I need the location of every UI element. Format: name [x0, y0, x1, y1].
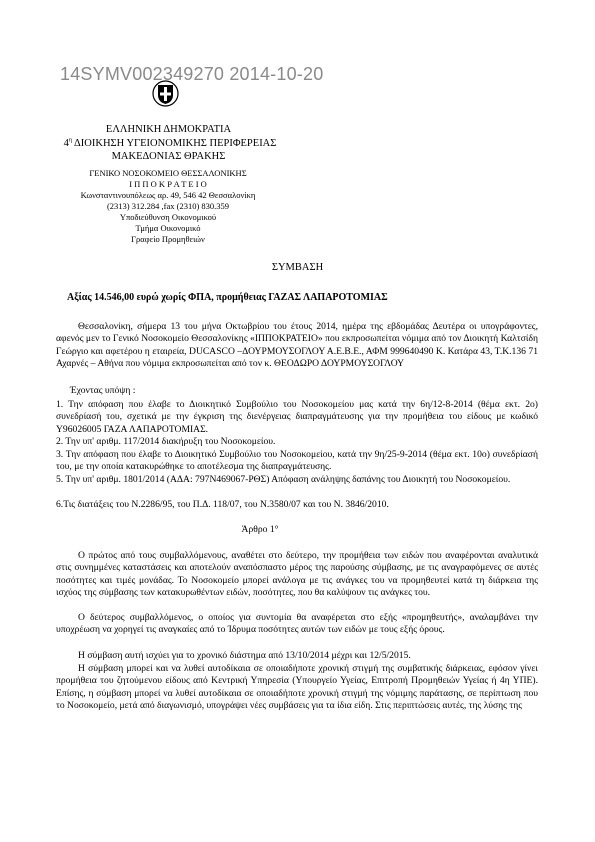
authority-number: 4: [63, 138, 69, 149]
list-item: 5. Την υπ' αριθμ. 1801/2014 (ΑΔΑ: 797Ν469067-ΡΘΣ) Απόφαση ανάληψης δαπάνης του Διοικητή του Νοσοκομείου.: [56, 474, 511, 485]
authority-heading: [40, 137, 300, 150]
hospital-address: Κωνσταντινουπόλεως αρ. 49, 546 42 Θεσσαλονίκη: [80, 190, 256, 200]
article-paragraph: Η σύμβαση αυτή ισχύει για το χρονικό διάστημα από 13/10/2014 μέχρι και 12/5/2015.: [78, 650, 411, 661]
greek-emblem-icon: [152, 80, 179, 107]
article-paragraph: Ο πρώτος από τους συμβαλλόμενους, αναθέτει στο δεύτερο, την προμήθεια των ειδών που αναφέρονται αναλυτικά στις συνημμένες καταστάσεις και αποτελούν αναπόσπαστο μέρος της παρούσης σύμβασης, με τις αναγραφόμενες σε αυτές ποσότητες και τιμές μονάδας. Το Νοσοκομείο μπορεί ανάλογα με τις ανάγκες του να προμηθευτεί κατά τη διάρκεια της ισχύος της σύμβασης των κατακυρωθέντων ειδών, ποσότητες, που θα καλύψουν τις ανάγκες του.: [56, 550, 538, 599]
hospital-subname: Ι Π Π Ο Κ Ρ Α Τ Ε Ι Ο: [129, 179, 207, 189]
considering-heading: Έχοντας υπόψη :: [70, 385, 136, 396]
contract-subject: Αξίας 14.546,00 ευρώ χωρίς ΦΠΑ, προμήθειας ΓΑΖΑΣ ΛΑΠΑΡΟΤΟΜΙΑΣ: [67, 292, 388, 303]
authority-text: ΔΙΟΙΚΗΣΗ ΥΓΕΙΟΝΟΜΙΚΗΣ ΠΕΡΙΦΕΡΕΙΑΣ: [72, 138, 277, 149]
article-title: Άρθρο 1°: [241, 524, 279, 535]
header-block: [96, 123, 241, 136]
article-paragraph: Ο δεύτερος συμβαλλόμενος, ο οποίος για συντομία θα αναφέρεται στο εξής «προμηθευτής», αναλαμβάνει την υποχρέωση να χορηγεί τις αναγκαίες από το Ίδρυμα ποσότητες αυτών των ειδών με τους εξής όρους.: [56, 612, 538, 636]
list-item: 2. Την υπ' αριθμ. 117/2014 διακήρυξη του Νοσοκομείου.: [56, 436, 276, 447]
list-item: 6.Τις διατάξεις του Ν.2286/95, του Π.Δ. 118/07, του Ν.3580/07 και του Ν. 3846/2010.: [56, 499, 389, 510]
department-1: Υποδιεύθυνση Οικονομικού: [119, 212, 217, 222]
article-paragraph: Η σύμβαση μπορεί και να λυθεί αυτοδίκαια σε οποιαδήποτε χρονική στιγμή της συμβατικής διάρκειας, εφόσον γίνει προμήθεια του ζητούμενου είδους από Κεντρική Υπηρεσία (Υπουργείο Υγείας, Επιτροπή Προμηθειών Υγείας ή 4η ΥΠΕ). Επίσης, η σύμβαση μπορεί να λυθεί αυτοδίκαια σε οποιαδήποτε χρονική στιγμή της νόμιμης παράτασης, σε περίπτωση που το Νοσοκομείο, μετά από διαγωνισμό, υπογράψει νέες συμβάσεις για τα ίδια είδη. Στις περιπτώσεις αυτές, της λύσης της: [56, 663, 538, 712]
republic-heading: ΕΛΛΗΝΙΚΗ ΔΗΜΟΚΡΑΤΙΑ: [105, 124, 232, 135]
document-stamp-id: 14SYMV002349270 2014-10-20: [60, 64, 324, 84]
region-heading: ΜΑΚΕΔΟΝΙΑΣ ΘΡΑΚΗΣ: [111, 151, 226, 162]
hospital-phone: (2313) 312.284 ,fax (2310) 830.359: [106, 201, 230, 211]
document-title: ΣΥΜΒΑΣΗ: [271, 262, 324, 273]
department-3: Γραφείο Προμηθειών: [131, 234, 205, 244]
department-2: Τμήμα Οικονομικό: [135, 223, 201, 233]
intro-paragraph: Θεσσαλονίκη, σήμερα 13 του μήνα Οκτωβρίου του έτους 2014, ημέρα της εβδομάδας Δευτέρα οι υπογράφοντες, αφενός μεν το Γενικό Νοσοκομείο Θεσσαλονίκης «ΙΠΠΟΚΡΑΤΕΙΟ» που εκπροσωπείται νόμιμα από τον Διοικητή Καλτσίδη Γεώργιο και αφετέρου η εταιρεία, DUCASCO –ΔΟΥΡΜΟΥΣΟΓΛΟΥ Α.Ε.Β.Ε., ΑΦΜ 999640490 Κ. Κατάρα 43, Τ.Κ.136 71 Αχαρνές – Αθήνα που νόμιμα εκπροσωπείται από τον κ. ΘΕΟΔΩΡΟ ΔΟΥΡΜΟΥΣΟΓΛΟΥ: [56, 321, 538, 370]
hospital-name: ΓΕΝΙΚΟ ΝΟΣΟΚΟΜΕΙΟ ΘΕΣΣΑΛΟΝΙΚΗΣ: [89, 168, 247, 178]
list-item: 1. Την απόφαση που έλαβε το Διοικητικό Συμβούλιο του Νοσοκομείου μας κατά την 6η/12-8-2014 (θέμα εκτ. 2ο) συνεδρίασή του, σχετικά με την έγκριση της διενέργειας διαπραγμάτευσης για την προμήθεια του είδους με κωδικό Υ96026005 ΓΑΖΑ ΛΑΠΑΡΟΤΟΜΙΑΣ.: [56, 399, 538, 435]
list-item: 3. Την απόφαση που έλαβε το Διοικητικό Συμβούλιο του Νοσοκομείου, κατά την 9η/25-9-2014 (θέμα εκτ. 10ο) συνεδρίασή του, με την οποία κατακυρώθηκε το αποτέλεσμα της διαπραγμάτευσης.: [56, 449, 538, 473]
authority-superscript: η: [68, 137, 72, 144]
